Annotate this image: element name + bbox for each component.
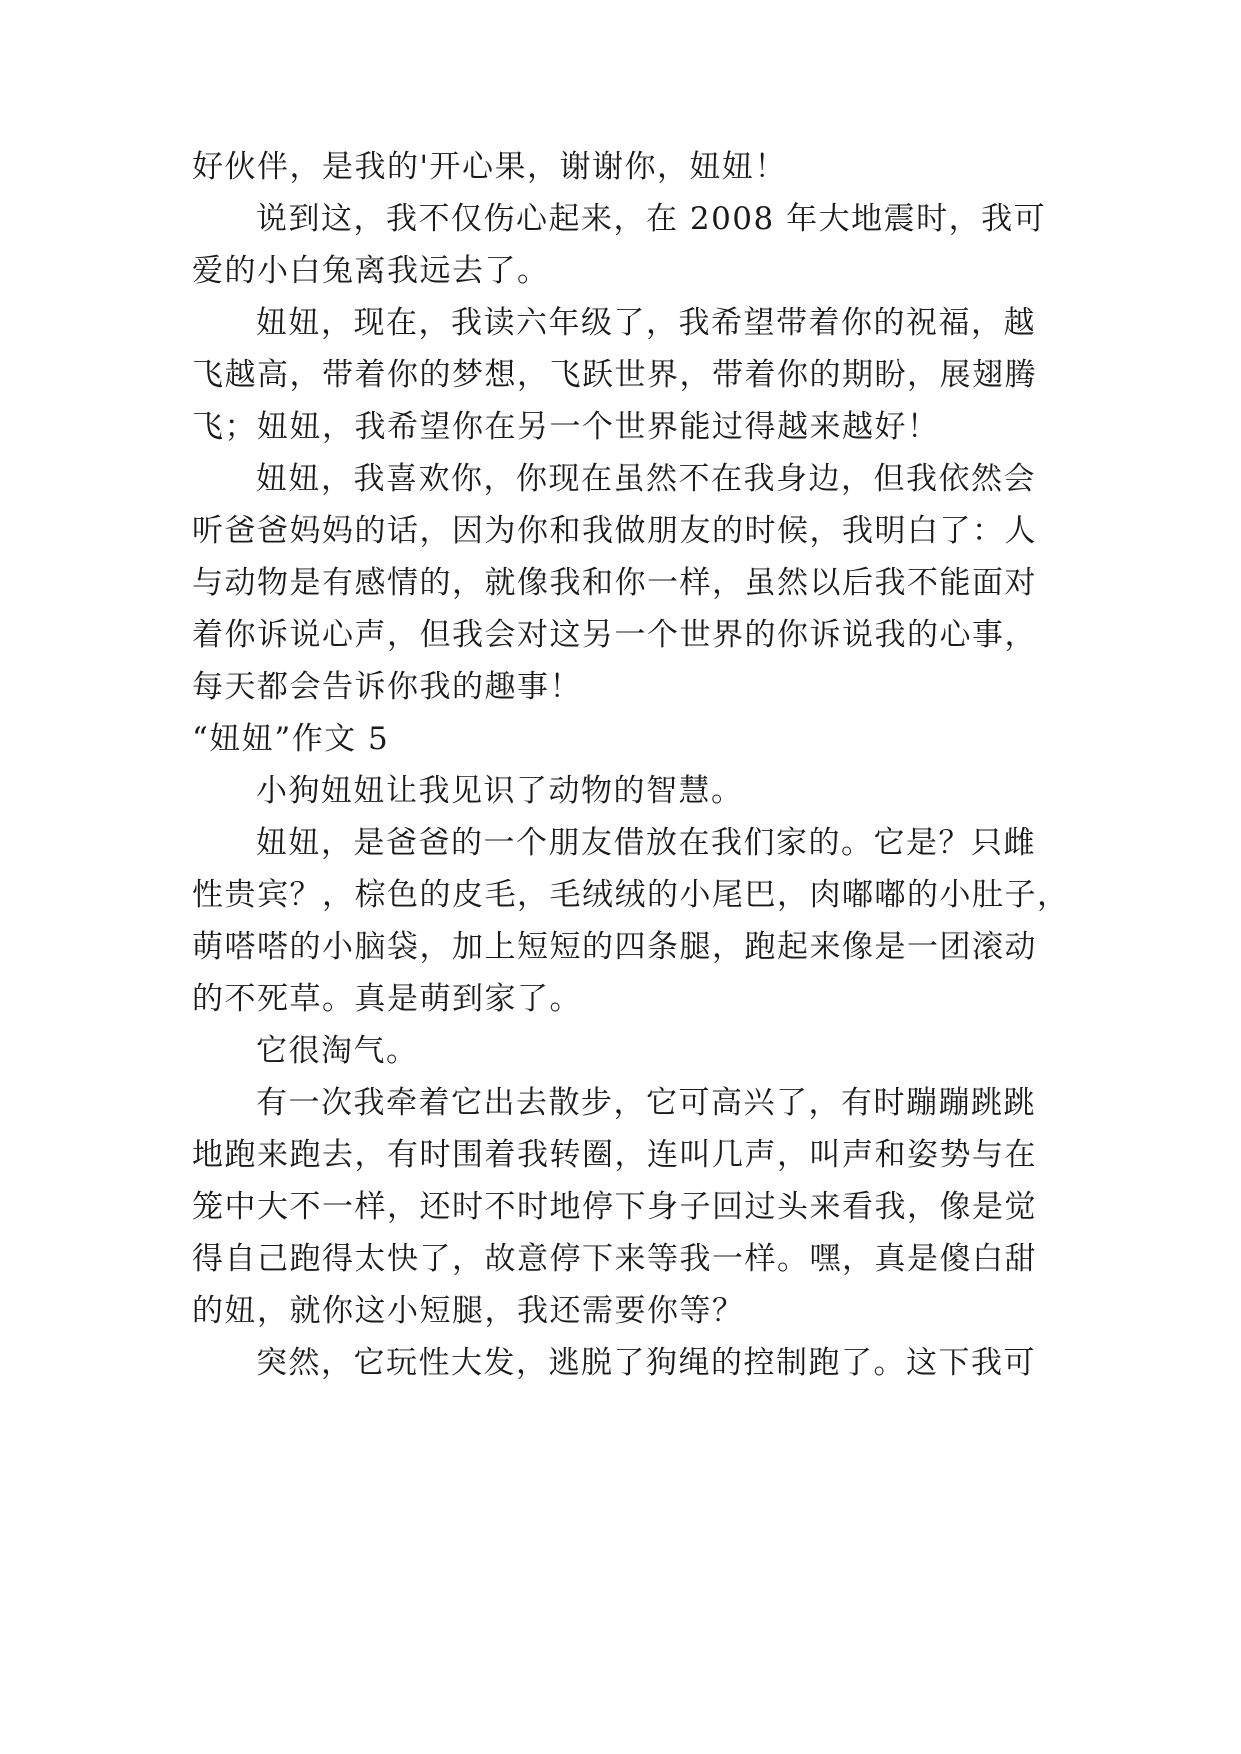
paragraph-line: 说到这，我不仅伤心起来，在 2008 年大地震时，我可 (256, 201, 1047, 237)
text-line: 萌嗒嗒的小脑袋，加上短短的四条腿，跑起来像是一团滚动 (192, 929, 1037, 965)
text-line: 听爸爸妈妈的话，因为你和我做朋友的时候，我明白了：人 (192, 513, 1037, 549)
text-line: 性贵宾？，棕色的皮毛，毛绒绒的小尾巴，肉嘟嘟的小肚子， (192, 877, 1070, 913)
text-line: 与动物是有感情的，就像我和你一样，虽然以后我不能面对 (192, 565, 1037, 601)
paragraph-line: 小狗妞妞让我见识了动物的智慧。 (256, 773, 744, 809)
text-line: 的不死草。真是萌到家了。 (192, 981, 582, 1017)
paragraph-line: 妞妞，现在，我读六年级了，我希望带着你的祝福，越 (256, 305, 1036, 341)
text-line: 爱的小白兔离我远去了。 (192, 253, 550, 289)
text-line: 好伙伴，是我的'开心果，谢谢你，妞妞！ (192, 149, 788, 185)
text-line: 得自己跑得太快了，故意停下来等我一样。嘿，真是傻白甜 (192, 1241, 1037, 1277)
text-line: 飞；妞妞，我希望你在另一个世界能过得越来越好！ (192, 409, 940, 445)
section-heading: “妞妞”作文 5 (192, 721, 390, 757)
paragraph-line: 突然，它玩性大发，逃脱了狗绳的控制跑了。这下我可 (256, 1345, 1036, 1381)
paragraph-line: 有一次我牵着它出去散步，它可高兴了，有时蹦蹦跳跳 (256, 1085, 1036, 1121)
paragraph-line: 它很淘气。 (256, 1033, 419, 1069)
text-line: 每天都会告诉你我的趣事！ (192, 669, 582, 705)
text-line: 的妞，就你这小短腿，我还需要你等？ (192, 1293, 745, 1329)
paragraph-line: 妞妞，我喜欢你，你现在虽然不在我身边，但我依然会 (256, 461, 1036, 497)
text-line: 地跑来跑去，有时围着我转圈，连叫几声，叫声和姿势与在 (192, 1137, 1037, 1173)
text-line: 着你诉说心声，但我会对这另一个世界的你诉说我的心事， (192, 617, 1037, 653)
paragraph-line: 妞妞，是爸爸的一个朋友借放在我们家的。它是？只雌 (256, 825, 1036, 861)
text-line: 飞越高，带着你的梦想，飞跃世界，带着你的期盼，展翅腾 (192, 357, 1037, 393)
text-line: 笼中大不一样，还时不时地停下身子回过头来看我，像是觉 (192, 1189, 1037, 1225)
